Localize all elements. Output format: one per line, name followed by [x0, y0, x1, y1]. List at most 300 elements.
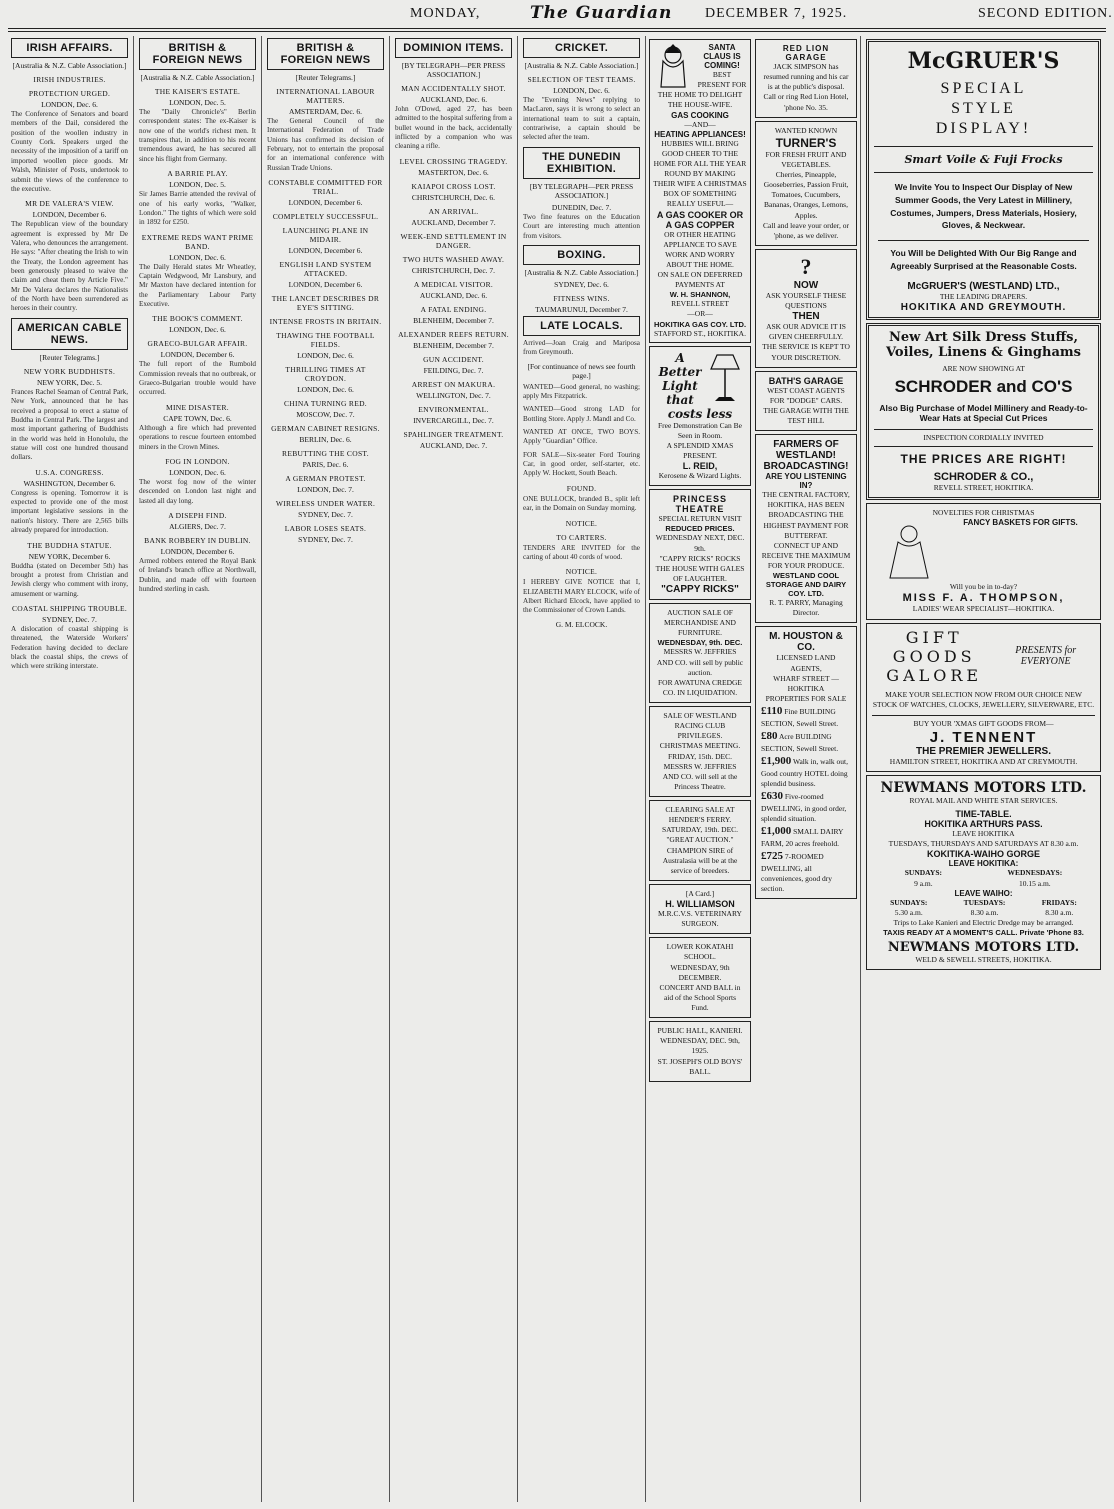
- mcgruers-range: You Will be Delighted With Our Big Range and Agreeably Surprised at the Reasonable Costs.: [878, 240, 1089, 273]
- westland-director: R. T. PARRY, Managing Director.: [769, 598, 843, 618]
- princess-date: WEDNESDAY NEXT, DEC. 9th.: [655, 533, 745, 553]
- santa-title: SANTA CLAUS IS COMING!: [703, 43, 741, 70]
- mcgruers-ad: [866, 39, 1101, 320]
- article-heading: LABOR LOSES SEATS.: [284, 524, 367, 534]
- article-body: The worst fog now of the winter descended on London last night and lasted all day long.: [139, 477, 256, 505]
- article-heading: A MEDICAL VISITOR.: [413, 279, 494, 289]
- article-heading: THE BUDDHA STATUE.: [27, 540, 112, 550]
- article-heading: ARREST ON MAKURA.: [411, 379, 496, 389]
- schroder-inspection: INSPECTION CORDIALLY INVITED: [874, 429, 1093, 447]
- dateline: LONDON, December 6.: [160, 546, 235, 556]
- article-heading: FOG IN LONDON.: [165, 456, 230, 466]
- article-heading: LEVEL CROSSING TRAGEDY.: [399, 156, 508, 166]
- santa-body: HUBBIES WILL BRING GOOD CHEER TO THE HOME FOR ALL THE YEAR ROUND BY MAKING THEIR WIFE A CHRISTMAS BOX OF SOMETHING REALLY USEFUL—: [653, 138, 747, 209]
- schedule-time: 8.30 a.m.: [1045, 907, 1074, 917]
- fancy-baskets: FANCY BASKETS FOR GIFTS.: [963, 518, 1078, 528]
- schedule-day: WEDNESDAYS:: [1007, 868, 1063, 878]
- dateline: LONDON, December 6.: [32, 210, 107, 220]
- lake-trips: Trips to Lake Kanieri and Electric Dredge may be arranged.: [893, 917, 1074, 927]
- article-body: Arrived—Joan Craig and Mariposa from Greymouth.: [523, 338, 640, 357]
- auction-body: MESSRS W. JEFFRIES AND CO. will sell by public auction.: [656, 647, 744, 677]
- article-subheading: TWO HUTS WASHED AWAY.: [402, 254, 505, 264]
- dateline: LONDON, Dec. 6.: [297, 351, 354, 361]
- dateline: LONDON, Dec. 6.: [169, 467, 226, 477]
- article-heading: THRILLING TIMES AT CROYDON.: [285, 365, 366, 384]
- timetable-heading: TIME-TABLE.: [955, 809, 1012, 820]
- dateline: AMSTERDAM, Dec. 6.: [288, 107, 363, 116]
- princess-special: SPECIAL RETURN VISIT: [658, 514, 742, 524]
- ads-subcol-2: [755, 36, 857, 1085]
- property-listing: [761, 789, 851, 824]
- williamson-name: H. WILLIAMSON: [665, 899, 735, 909]
- property-desc: 7-ROOMED DWELLING, all conveniences, good dry section.: [761, 852, 833, 894]
- turner-wanted: WANTED KNOWN: [774, 125, 838, 135]
- property-desc: Fine BUILDING SECTION, Sewell Street.: [761, 707, 839, 728]
- princess-rocks: "CAPPY RICKS" ROCKS THE HOUSE WITH GALES OF LAUGHTER.: [655, 553, 745, 583]
- schedule-time: 10.15 a.m.: [1019, 878, 1051, 888]
- broadcasting-ad: [755, 434, 857, 623]
- schroder-headline: New Art Silk Dress Stuffs, Voiles, Linens & Ginghams: [886, 329, 1081, 361]
- section-heading: BRITISH & FOREIGN NEWS: [139, 38, 256, 70]
- article-heading: ENGLISH LAND SYSTEM ATTACKED.: [279, 260, 372, 279]
- dateline: WELLINGTON, Dec. 7.: [416, 390, 491, 400]
- article-body: The Conference of Senators and board members of the Dail, considered the position of the woollen industry in County Cork. Speakers urged the necessity of the imposition of a tariff on imported woollen piece goods. Mr Walsh, Minister of Posts, undertook to submit the views of the conference to the executive.: [11, 110, 128, 193]
- princess-theatre-ad: [649, 489, 751, 600]
- newmans-title: NEWMANS MOTORS LTD.: [880, 780, 1087, 797]
- section-heading: CRICKET.: [523, 38, 640, 58]
- williamson-title: M.R.C.V.S. VETERINARY SURGEON.: [658, 909, 742, 929]
- now-label: NOW: [793, 279, 819, 291]
- article-heading: EXTREME REDS WANT PRIME BAND.: [141, 232, 254, 251]
- will-you: Will you be in to-day?: [949, 582, 1018, 592]
- dateline: AUCKLAND, Dec. 7.: [419, 440, 488, 450]
- light-present: A SPLENDID XMAS PRESENT.: [666, 440, 734, 460]
- lady-illustration-icon: [874, 520, 944, 580]
- dateline: BLENHEIM, December 7.: [413, 315, 494, 325]
- property-listing: [761, 824, 851, 849]
- schroder-millinery: Also Big Purchase of Model Millinery and Ready-to-Wear Hats at Special Cut Prices: [879, 402, 1088, 423]
- article-body: The full report of the Rumbold Commission reveals that no outbreak, or Graeco-Bulgarian trouble would have occurred.: [139, 360, 256, 397]
- tennent-street: HAMILTON STREET, HOKITIKA AND AT CREYMOUTH.: [889, 756, 1078, 766]
- dateline: NEW YORK, Dec. 5.: [37, 377, 102, 387]
- dateline: DUNEDIN, Dec. 7.: [551, 202, 612, 212]
- article-heading: COMPLETELY SUCCESSFUL.: [272, 212, 379, 222]
- dateline: LONDON, Dec. 6.: [41, 100, 98, 109]
- classified-ad: WANTED—Good general, no washing; apply Mrs Fitzpatrick.: [523, 382, 640, 400]
- dateline: LONDON, Dec. 6.: [553, 86, 610, 95]
- gas-deferred: ON SALE ON DEFERRED PAYMENTS AT: [657, 270, 743, 290]
- red-lion-title: RED LION GARAGE: [782, 44, 830, 62]
- gift-buy: BUY YOUR 'XMAS GIFT GOODS FROM—: [872, 715, 1095, 729]
- dateline: TAUMARUNUI, December 7.: [535, 304, 628, 314]
- dateline: SYDNEY, Dec. 7.: [298, 510, 353, 520]
- better-light-ad: [649, 346, 751, 487]
- source-line: [Australia & N.Z. Cable Association.]: [524, 61, 639, 70]
- schedule-cell: [890, 898, 927, 918]
- property-desc: Five-roomed DWELLING, in good order, splendid situation.: [761, 792, 847, 823]
- a-card: [A Card.]: [685, 888, 715, 898]
- dateline: AUCKLAND, Dec. 6.: [419, 290, 488, 300]
- houston-street: WHARF STREET — HOKITIKA: [773, 673, 839, 693]
- dateline: LONDON, Dec. 6.: [297, 385, 354, 395]
- great-auction: "GREAT AUCTION.": [666, 835, 734, 845]
- racing-date: FRIDAY, 15th. DEC.: [668, 751, 732, 761]
- article-heading: CONSTABLE COMMITTED FOR TRIAL.: [268, 178, 383, 197]
- gas-company: HOKITIKA GAS COY. LTD.: [653, 319, 747, 329]
- section-heading: DOMINION ITEMS.: [395, 38, 512, 58]
- schroder-showing: ARE NOW SHOWING AT: [942, 363, 1025, 373]
- light-reid: L. REID,: [682, 461, 718, 472]
- then-body: ASK OUR ADVICE IT IS GIVEN CHEERFULLY. THE SERVICE IS KEPT TO YOUR DISCRETION.: [762, 322, 850, 362]
- gas-or: —OR—: [687, 309, 713, 319]
- arthurs-pass: HOKITIKA ARTHURS PASS.: [924, 819, 1043, 830]
- article-heading: INTENSE FROSTS IN BRITAIN.: [269, 317, 382, 327]
- school-body: CONCERT AND BALL in aid of the School Sports Fund.: [659, 982, 741, 1012]
- questions-ad: [755, 249, 857, 368]
- question-mark: ?: [800, 253, 812, 279]
- turners-ad: [755, 121, 857, 246]
- dateline: BLENHEIM, December 7.: [413, 340, 494, 350]
- mcgruers-invite: We Invite You to Inspect Our Display of New Summer Goods, the Very Latest in Millinery, Costumes, Jumpers, Dress Materials, Hosiery, Gloves, & Neckwear.: [890, 182, 1077, 231]
- article-heading: BANK ROBBERY IN DUBLIN.: [144, 535, 251, 545]
- racing-title: SALE OF WESTLAND RACING CLUB PRIVILEGES.: [663, 711, 737, 741]
- school-title: LOWER KOKATAHI SCHOOL.: [666, 942, 734, 962]
- lamp-icon: [705, 351, 745, 405]
- dateline: LONDON, December 6.: [160, 350, 235, 360]
- school-concert-ad: [649, 937, 751, 1018]
- gas-cooking: GAS COOKING: [671, 110, 729, 120]
- article-heading: A DISEPH FIND.: [168, 510, 227, 520]
- section-heading: BOXING.: [523, 245, 640, 265]
- broadcasting-title: BROADCASTING!: [763, 461, 849, 473]
- turner-list: Cherries, Pineapple, Gooseberries, Passion Fruit, Tomatoes, Cucumbers, Bananas, Oranges, Lemons, Apples.: [763, 170, 849, 220]
- dateline: FEILDING, Dec. 7.: [423, 365, 484, 375]
- article-body: Buddha (stated on December 5th) has brought a protest from Christian and Jewish clergy who comment with irony, amusement or warning.: [11, 561, 128, 598]
- gas-company-street: STAFFORD ST., HOKITIKA.: [654, 328, 746, 338]
- source-line: [Australia & N.Z. Cable Association.]: [524, 267, 639, 277]
- santa-gas-ad: [649, 39, 751, 343]
- thompson-name: MISS F. A. THOMPSON,: [902, 592, 1065, 605]
- article-heading: SPAHLINGER TREATMENT.: [403, 429, 504, 439]
- property-price: £1,000: [761, 825, 792, 838]
- dateline: CHRISTCHURCH, Dec. 7.: [411, 265, 496, 275]
- newmans-footer: NEWMANS MOTORS LTD.: [887, 940, 1080, 956]
- presents-for-everyone: PRESENTS for EVERYONE: [1015, 645, 1077, 668]
- article-body: The "Evening News" replying to MacLaren, says it is wrong to select an international team to suit a captain, contrariwise, a captain should be selected after the team.: [523, 96, 640, 142]
- property-desc: Walk in, walk out, Good country HOTEL doing splendid business.: [761, 756, 849, 788]
- section-heading: LATE LOCALS.: [523, 316, 640, 336]
- thompson-specialist: LADIES' WEAR SPECIALIST—HOKITIKA.: [912, 604, 1055, 614]
- cappy-ricks: "CAPPY RICKS": [661, 584, 739, 595]
- dateline: LONDON, December 6.: [288, 280, 363, 290]
- dateline: LONDON, Dec. 7.: [297, 485, 354, 495]
- signature: G. M. ELCOCK.: [555, 619, 608, 629]
- article-heading: GUN ACCIDENT.: [423, 354, 484, 364]
- dateline: LONDON, December 6.: [288, 246, 363, 256]
- listening-connect: CONNECT UP AND RECEIVE THE MAXIMUM FOR YOUR PRODUCE.: [761, 540, 851, 570]
- article-heading: MR DE VALERA'S VIEW.: [25, 199, 114, 209]
- auction-ad: [649, 603, 751, 703]
- column-ads-left: [646, 36, 861, 1502]
- schroder-street: REVELL STREET, HOKITIKA.: [933, 483, 1034, 493]
- dateline: SYDNEY, Dec. 7.: [298, 535, 353, 545]
- taxis-ready: TAXIS READY AT A MOMENT'S CALL. Private 'Phone 83.: [883, 928, 1084, 938]
- mcgruers-title: McGRUER'S: [907, 48, 1060, 74]
- article-heading: INTERNATIONAL LABOUR MATTERS.: [276, 87, 375, 105]
- source-line: [Australia & N.Z. Cable Association.]: [12, 61, 127, 70]
- masthead-rule-2: [8, 31, 1106, 32]
- masthead: [0, 0, 1114, 30]
- property-listing: [761, 729, 851, 754]
- williamson-ad: [649, 884, 751, 934]
- property-price: £725: [761, 850, 783, 863]
- dateline: INVERCARGILL, Dec. 7.: [413, 415, 494, 425]
- baths-tagline: THE GARAGE WITH THE TEST HILL: [763, 405, 849, 425]
- schedule-time: 5.30 a.m.: [894, 907, 923, 917]
- property-listing: [761, 849, 851, 894]
- westland-dairy: WESTLAND COOL STORAGE AND DAIRY COY. LTD.: [765, 571, 847, 599]
- clearing-sale-ad: [649, 800, 751, 881]
- column-ads-right: [861, 36, 1106, 1502]
- property-price: £110: [761, 705, 783, 717]
- better-light-subtitle: that costs less: [666, 392, 733, 421]
- gift-word: GIFT: [905, 627, 963, 647]
- classified-heading: NOTICE.: [565, 518, 598, 528]
- column-british-foreign-2: [262, 36, 390, 1502]
- article-body: Congress is opening. Tomorrow it is expected to provide one of the most important legislative sessions in the nation's history. There are 2,565 bills already prepared for introduction.: [11, 488, 128, 535]
- and-divider: —AND—: [684, 119, 716, 129]
- dateline: MASTERTON, Dec. 6.: [418, 167, 489, 177]
- mcgruers-drapers: THE LEADING DRAPERS.: [939, 291, 1028, 301]
- clearing-date: SATURDAY, 19th. DEC.: [661, 825, 739, 835]
- houston-land-agents-ad: [755, 626, 857, 899]
- leave-hokitika-1: LEAVE HOKITIKA: [952, 829, 1015, 839]
- article-heading: GRAECO-BULGAR AFFAIR.: [147, 339, 248, 349]
- arthurs-schedule: TUESDAYS, THURSDAYS AND SATURDAYS AT 8.30 a.m.: [888, 839, 1079, 849]
- leave-waiho: LEAVE WAIHO:: [954, 888, 1013, 898]
- masthead-day: MONDAY,: [410, 6, 481, 21]
- mcgruers-display: DISPLAY!: [935, 120, 1032, 137]
- clearing-title: CLEARING SALE AT HENDER'S FERRY.: [665, 805, 735, 825]
- dateline: ALGIERS, Dec. 7.: [169, 521, 226, 531]
- article-heading: THE KAISER'S ESTATE.: [154, 87, 241, 96]
- mcgruers-special: SPECIAL: [940, 80, 1027, 97]
- article-body: Sir James Barrie attended the revival of one of his early works, "Walker, London." The tights of which were sold in 1892 for £250.: [139, 190, 256, 227]
- farmers-title: FARMERS OF WESTLAND!: [773, 439, 839, 462]
- dateline: BERLIN, Dec. 6.: [299, 435, 352, 445]
- galore-word: GALORE: [886, 665, 983, 685]
- property-price: £630: [761, 790, 783, 803]
- mcgruers-towns: HOKITIKA AND GREYMOUTH.: [900, 301, 1067, 313]
- heating-appliances: HEATING APPLIANCES!: [654, 129, 746, 139]
- goods-word: GOODS: [892, 646, 976, 666]
- article-heading: KAIAPOI CROSS LOST.: [411, 181, 496, 191]
- mcgruers-style: STYLE: [951, 100, 1016, 117]
- gas-shannon-street: REVELL STREET: [671, 299, 729, 309]
- dateline: CAPE TOWN, Dec. 6.: [163, 413, 232, 423]
- schedule-time: 8.30 a.m.: [970, 907, 999, 917]
- dateline: LONDON, Dec. 5.: [169, 98, 226, 107]
- article-heading: ALEXANDER REEFS RETURN.: [398, 329, 509, 339]
- article-body: Although a fire which had prevented operations to rescue fourteen entombed miners in the Crown Mines.: [139, 423, 256, 451]
- schedule-day: TUESDAYS:: [963, 897, 1006, 907]
- newmans-street: WELD & SEWELL STREETS, HOKITIKA.: [915, 955, 1052, 965]
- section-heading: THE DUNEDIN EXHIBITION.: [523, 147, 640, 179]
- auction-title: AUCTION SALE OF MERCHANDISE AND FURNITURE.: [664, 608, 736, 638]
- light-reid-sub: Kerosene & Wizard Lights.: [658, 471, 742, 481]
- article-heading: WIRELESS UNDER WATER.: [275, 499, 376, 509]
- classified-ad: FOR SALE—Six-seater Ford Touring Car, in good order, self-starter, etc. Apply W. Hockett, South Beach.: [523, 450, 640, 478]
- novelties-ad: [866, 503, 1101, 619]
- article-heading: ENVIRONMENTAL.: [418, 404, 489, 414]
- article-heading: U.S.A. CONGRESS.: [35, 467, 104, 477]
- baths-garage-ad: [755, 371, 857, 432]
- hall-date: WEDNESDAY, DEC. 9th, 1925.: [660, 1036, 740, 1056]
- newmans-motors-ad: [866, 775, 1101, 970]
- article-body: A dislocation of coastal shipping is threatened, the Waterside Workers' Federation having decided to declare black the coastal ships, the crews of which were striking interstate.: [11, 624, 128, 671]
- masthead-edition: SECOND EDITION.: [978, 6, 1113, 21]
- property-desc: SMALL DAIRY FARM, 20 acres freehold.: [761, 827, 844, 848]
- houston-name: M. HOUSTON & CO.: [769, 631, 843, 654]
- article-heading: IRISH INDUSTRIES.: [33, 75, 106, 84]
- dateline: AUCKLAND, December 7.: [411, 217, 496, 227]
- dateline: LONDON, Dec. 5.: [169, 180, 226, 190]
- awatuna: FOR AWATUNA CREDGE CO. IN LIQUIDATION.: [658, 677, 742, 697]
- dateline: LONDON, Dec. 6.: [169, 325, 226, 335]
- property-price: £1,900: [761, 754, 792, 767]
- then-label: THEN: [792, 311, 820, 323]
- section-heading: AMERICAN CABLE NEWS.: [11, 318, 128, 350]
- classified-ad: ONE BULLOCK, branded B., split left ear, in the Domain on Sunday morning.: [523, 494, 640, 513]
- schroder-ad: [866, 323, 1101, 501]
- tennent-name: J. TENNENT: [929, 728, 1038, 746]
- champion-sire: CHAMPION SIRE of Australasia will be at the service of breeders.: [662, 845, 738, 875]
- santa-claus-icon: [653, 43, 693, 89]
- article-heading: A GERMAN PROTEST.: [285, 474, 366, 484]
- red-lion-garage-ad: [755, 39, 857, 118]
- gift-selection: MAKE YOUR SELECTION NOW FROM OUR CHOICE NEW STOCK OF WATCHES, CLOCKS, JEWELLERY, SILVERWARE, ETC.: [872, 689, 1095, 709]
- schedule-day: SUNDAYS:: [904, 868, 942, 878]
- masthead-rule: [8, 28, 1106, 29]
- now-body: ASK YOURSELF THESE QUESTIONS: [765, 290, 847, 310]
- article-heading: COASTAL SHIPPING TROUBLE.: [11, 603, 128, 613]
- article-subheading: PROTECTION URGED.: [28, 89, 111, 98]
- masthead-title: The Guardian: [530, 3, 673, 23]
- article-body: Two fine features on the Education Court are interesting much attention from visitors.: [523, 212, 640, 240]
- gas-shannon: W. H. SHANNON,: [669, 290, 731, 300]
- racing-meeting: CHRISTMAS MEETING.: [659, 741, 741, 751]
- schedule-cell: [1007, 868, 1062, 888]
- continuance-note: [For continuance of news see fourth page.]: [527, 361, 636, 380]
- dateline: LONDON, December 6.: [288, 198, 363, 208]
- article-subheading: LAUNCHING PLANE IN MIDAIR.: [282, 226, 369, 245]
- turner-tagline: FOR FRESH FRUIT AND VEGETABLES.: [765, 149, 847, 169]
- property-desc: Acre BUILDING SECTION, Sewell Street.: [761, 731, 839, 753]
- column-dominion-items: [390, 36, 518, 1502]
- column-cricket-locals: [518, 36, 646, 1502]
- article-body: Frances Rachel Seaman of Central Park, New York, announced that he has received a proposal to erect a statue of Buddha in Central Park. The largest and most important gathering of Buddhists in the world was held in Honolulu, the statue will cost one hundred thousand dollars.: [11, 387, 128, 462]
- dateline: SYDNEY, Dec. 6.: [554, 279, 609, 289]
- mcgruers-voile: Smart Voile & Fuji Frocks: [874, 146, 1093, 173]
- schedule-day: SUNDAYS:: [890, 897, 928, 907]
- property-price: £80: [761, 729, 778, 742]
- schedule-day: FRIDAYS:: [1041, 897, 1077, 907]
- property-listing: [761, 704, 851, 729]
- article-body: The Daily Herald states Mr Wheatley, Captain Wedgwood, Mr Lansbury, and Mr Maxton have declared intention for the Parliamentary Labour Party Executive.: [139, 262, 256, 309]
- turner-name: TURNER'S: [775, 135, 837, 150]
- article-heading: A BARRIE PLAY.: [167, 169, 228, 179]
- source-line: [Australia & N.Z. Cable Association.]: [140, 73, 255, 82]
- section-heading: BRITISH & FOREIGN NEWS: [267, 38, 384, 70]
- listening-body: THE CENTRAL FACTORY, HOKITIKA, HAS BEEN BROADCASTING THE HIGHEST PAYMENT FOR BUTTERFAT.: [762, 490, 850, 540]
- gas-text: OR OTHER HEATING APPLIANCE TO SAVE WORK AND WORRY ABOUT THE HOME.: [663, 229, 737, 269]
- houston-licensed: LICENSED LAND AGENTS,: [776, 653, 836, 673]
- property-listing: [761, 754, 851, 789]
- hall-body: ST. JOSEPH'S OLD BOYS' BALL.: [657, 1056, 743, 1076]
- article-heading: SELECTION OF TEST TEAMS.: [527, 75, 636, 84]
- schedule-cell: [905, 868, 942, 888]
- article-heading: GERMAN CABINET RESIGNS.: [271, 424, 380, 434]
- kanieri-hall-ad: [649, 1021, 751, 1082]
- auction-date: WEDNESDAY, 9th. DEC.: [657, 638, 743, 648]
- article-heading: CHINA TURNING RED.: [284, 399, 367, 409]
- red-lion-phone: Call or ring Red Lion Hotel, 'phone No. 35.: [763, 92, 849, 112]
- article-heading: FITNESS WINS.: [553, 293, 610, 303]
- light-demo: Free Demonstration Can Be Seen in Room.: [658, 420, 742, 440]
- article-heading: WEEK-END SETTLEMENT IN DANGER.: [400, 231, 507, 250]
- article-heading: MAN ACCIDENTALLY SHOT.: [401, 84, 506, 93]
- source-line: [Reuter Telegrams.]: [295, 73, 356, 82]
- school-date: WEDNESDAY, 9th DECEMBER.: [670, 962, 730, 982]
- classified-heading: NOTICE.: [565, 567, 598, 577]
- ads-subcol-1: [649, 36, 751, 1085]
- houston-properties: PROPERTIES FOR SALE: [765, 693, 847, 703]
- dateline: MOSCOW, Dec. 7.: [296, 410, 355, 420]
- article-body: The "Daily Chronicle's" Berlin correspondent states: The ex-Kaiser is now one of the world's richest men. It transpires that, in addition to his recent tremendous award, he has secured all since his flight from Germany.: [139, 108, 256, 163]
- dateline: AUCKLAND, Dec. 6.: [419, 95, 488, 104]
- article-heading: AN ARRIVAL.: [428, 206, 479, 216]
- schedule-cell: [964, 898, 1006, 918]
- dateline: NEW YORK, December 6.: [28, 551, 111, 561]
- turner-deliver: Call and leave your order, or 'phone, as we deliver.: [763, 220, 849, 240]
- classified-heading: FOUND.: [566, 483, 597, 493]
- source-line: [Reuter Telegrams.]: [39, 352, 100, 362]
- article-body: The General Council of the International Federation of Trade Unions has confirmed its decision of February, not to entertain the proposal for an international conference with Russian Trade Unions.: [267, 117, 384, 172]
- gift-goods-ad: [866, 623, 1101, 773]
- baths-agents: WEST COAST AGENTS FOR "DODGE" CARS.: [767, 385, 845, 405]
- article-heading: THE BOOK'S COMMENT.: [152, 314, 243, 324]
- section-heading: IRISH AFFAIRS.: [11, 38, 128, 58]
- dateline: WASHINGTON, December 6.: [23, 478, 116, 488]
- classified-ad: WANTED AT ONCE, TWO BOYS. Apply "Guardian" Office.: [523, 428, 640, 446]
- article-body: The Republican view of the boundary agreement is expressed by Mr De Valera, who denounces the arrangement. He says: "After cheating the Irish to win the Treaty, the London agreement has been generously pleased to waive the claim and cheat them by Article Five." Mr De Valera declares the Nationalists of the North have been surrendered as heroes in their country.: [11, 220, 128, 313]
- article-heading: NEW YORK BUDDHISTS.: [23, 366, 116, 376]
- classified-heading: TO CARTERS.: [556, 532, 607, 542]
- article-heading: THE LANCET DESCRIBES DR EYE'S SITTING.: [271, 294, 380, 313]
- classified-ad: TENDERS ARE INVITED for the carting of about 40 cords of wood.: [523, 543, 640, 561]
- racing-ad: [649, 706, 751, 797]
- baths-title: BATH'S GARAGE: [768, 375, 844, 386]
- dateline: SYDNEY, Dec. 7.: [42, 614, 97, 624]
- article-body: John O'Dowd, aged 27, has been admitted to the hospital suffering from a bullet wound in the back, accidentally inflicted by a companion who was cleaning a rifle.: [395, 105, 512, 151]
- red-lion-body: JACK SIMPSON has resumed running and his car is at the public's disposal.: [763, 62, 849, 92]
- article-heading: MINE DISASTER.: [166, 402, 229, 412]
- novelties-title: NOVELTIES FOR CHRISTMAS: [932, 508, 1035, 518]
- newmans-services: ROYAL MAIL AND WHITE STAR SERVICES.: [909, 796, 1058, 806]
- classified-ad: I HEREBY GIVE NOTICE that I, ELIZABETH MARY ELCOCK, wife of Albert Richard Elcock, have applied to the Commissioner of Crown Lands.: [523, 578, 640, 615]
- classified-ad: WANTED—Good strong LAD for Bottling Store. Apply J. Mandl and Co.: [523, 405, 640, 423]
- article-body: Armed robbers entered the Royal Bank of Ireland's branch office at Northwall, Dublin, and made off with fourteen hundred sterling in cash.: [139, 556, 256, 594]
